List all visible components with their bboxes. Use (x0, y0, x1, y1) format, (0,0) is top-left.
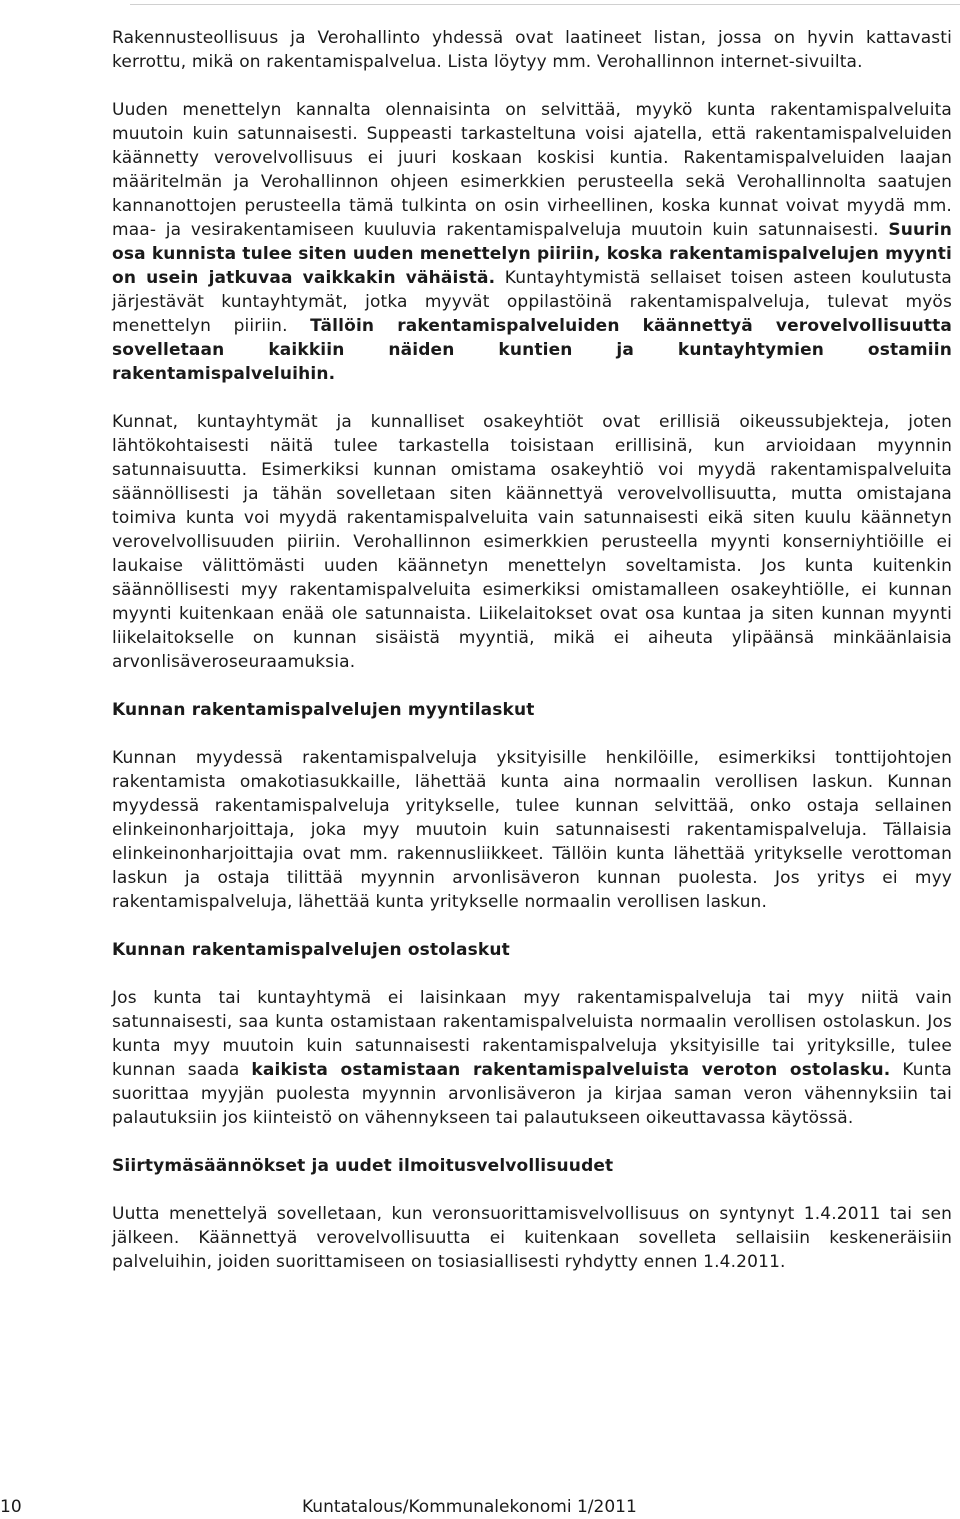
paragraph-purchase-invoices-text-b: Kunta suorittaa myyjän puolesta myynnin arvonlisäveron ja kirjaa saman veron vähennyksiin tai palautuksiin jos kiinteistö on vähennykseen tai palautukseen oikeuttavassa käytössä. (112, 1060, 952, 1128)
header-rule (130, 4, 960, 5)
paragraph-purchase-invoices-text-a: Jos kunta tai kuntayhtymä ei laisinkaan myy rakentamispalveluja tai myy niitä vain satunnaisesti, saa kunta ostamistaan rakentamispalveluista normaalin verollisen ostolaskun. Jos kunta myy muutoin kuin satunnaisesti rakentamispalveluja yksityisille tai yrityksille, tulee kunnan saada (112, 988, 952, 1080)
paragraph-sales-invoices-text: Kunnan myydessä rakentamispalveluja yksityisille henkilöille, esimerkiksi tonttijohtojen rakentamista omakotiasukkaille, lähettää kunta aina normaalin verollisen laskun. Kunnan myydessä rakentamispalveluja yritykselle, tulee kunnan selvittää, onko ostaja sellainen elinkeinonharjoittaja, joka myy muutoin kuin satunnaisesti rakentamispalveluja. Tällaisia elinkeinonharjoittajia ovat mm. rakennusliikkeet. Tällöin kunta lähettää yritykselle verottoman laskun ja ostaja tilittää myynnin arvonlisäveron kunnan puolesta. Jos yritys ei myy rakentamispalveluja, lähettää kunta yritykselle normaalin verollisen laskun. (112, 748, 952, 912)
inline-link-satunnaisesti[interactable]: myykö kunta rakentamispalveluita muutoin kuin satunnaisesti (112, 100, 952, 144)
paragraph-transition-rules (112, 1202, 952, 1274)
heading-purchase-invoices: Kunnan rakentamispalvelujen ostolaskut (112, 940, 510, 960)
page-footer (0, 1497, 960, 1519)
emphasis-most-municipalities: Suurin osa kunnista tulee siten uuden menettelyn piiriin, koska rakentamispalvelujen myynti on usein jatkuvaa vaikkakin vähäistä. (112, 220, 952, 288)
paragraph-intro-text: Rakennusteollisuus ja Verohallinto yhdessä ovat laatineet listan, jossa on hyvin kattavasti kerrottu, mikä on rakentamispalvelua. Lista löytyy mm. Verohallinnon internet-sivuilta. (112, 28, 952, 72)
paragraph-sales-scope-text-b: . Suppeasti tarkasteltuna voisi ajatella, että rakentamispalveluiden käännetty verovelvollisuus ei juuri koskaan koskisi kuntia. Rakentamispalveluiden laajan määritelmän ja Verohallinnon ohjeen esimerkkien perusteella sekä Verohallinnolta saatujen kannanottojen perusteella tämä tulkinta on osin virheellinen, koska kunnat voivat myydä mm. maa- ja vesirakentamiseen kuuluvia rakentamispalveluja muutoin kuin satunnaisesti. (112, 124, 952, 240)
paragraph-sales-scope-text-c: Kuntayhtymistä sellaiset toisen asteen koulutusta järjestävät kuntayhtymät, jotka myyvät oppilastöinä rakentamispalveluja, tulevat myös menettelyn piiriin. (112, 268, 952, 336)
publication-name: Kuntatalous/Kommunalekonomi 1/2011 (302, 1497, 637, 1517)
paragraph-sales-scope (112, 98, 952, 386)
paragraph-legal-entities (112, 410, 952, 674)
heading-transition-rules: Siirtymäsäännökset ja uudet ilmoitusvelvollisuudet (112, 1156, 614, 1176)
paragraph-sales-invoices (112, 746, 952, 914)
paragraph-transition-rules-text: Uutta menettelyä sovelletaan, kun veronsuorittamisvelvollisuus on syntynyt 1.4.2011 tai sen jälkeen. Käännettyä verovelvollisuutta ei kuitenkaan sovelleta sellaisiin keskeneräisiin palveluihin, joiden suorittamiseen on tosiasiallisesti ryhdytty ennen 1.4.2011. (112, 1204, 952, 1272)
document-body (112, 26, 952, 1298)
paragraph-intro (112, 26, 952, 74)
emphasis-tax-free-invoice: kaikista ostamistaan rakentamispalveluista veroton ostolasku. (251, 1060, 891, 1080)
paragraph-sales-scope-text-a: Uuden menettelyn kannalta olennaisinta on selvittää, (112, 100, 636, 120)
heading-sales-invoices: Kunnan rakentamispalvelujen myyntilaskut (112, 700, 535, 720)
emphasis-reverse-charge: Tällöin rakentamispalveluiden käännettyä verovelvollisuutta sovelletaan kaikkiin näiden kuntien ja kuntayhtymien ostamiin rakentamispalveluihin. (112, 316, 952, 384)
paragraph-legal-entities-text: Kunnat, kuntayhtymät ja kunnalliset osakeyhtiöt ovat erillisiä oikeussubjekteja, joten lähtökohtaisesti näitä tulee tarkastella toisistaan erillisinä, kun arvioidaan myynnin satunnaisuutta. Esimerkiksi kunnan omistama osakeyhtiö voi myydä rakentamispalveluita säännöllisesti ja tähän sovelletaan siten käännettyä verovelvollisuutta, mutta omistajana toimiva kunta voi myydä rakentamispalveluita vain satunnaisesti eikä siten kuulu käännetyn verovelvollisuuden piiriin. Verohallinnon esimerkkien perusteella myynti konserniyhtiöille ei laukaise välittömästi uuden käännetyn menettelyn soveltamista. Jos kunta kuitenkin säännöllisesti myy rakentamispalveluita esimerkiksi omistamalleen osakeyhtiölle, ei kunnan myynti kuitenkaan enää ole satunnaista. Liikelaitokset ovat osa kuntaa ja siten kunnan myynti liikelaitokselle on kunnan sisäistä myyntiä, mikä ei aiheuta ylipäänsä minkäänlaisia arvonlisäveroseuraamuksia. (112, 412, 952, 672)
paragraph-purchase-invoices (112, 986, 952, 1130)
page-number: 10 (0, 1497, 22, 1517)
